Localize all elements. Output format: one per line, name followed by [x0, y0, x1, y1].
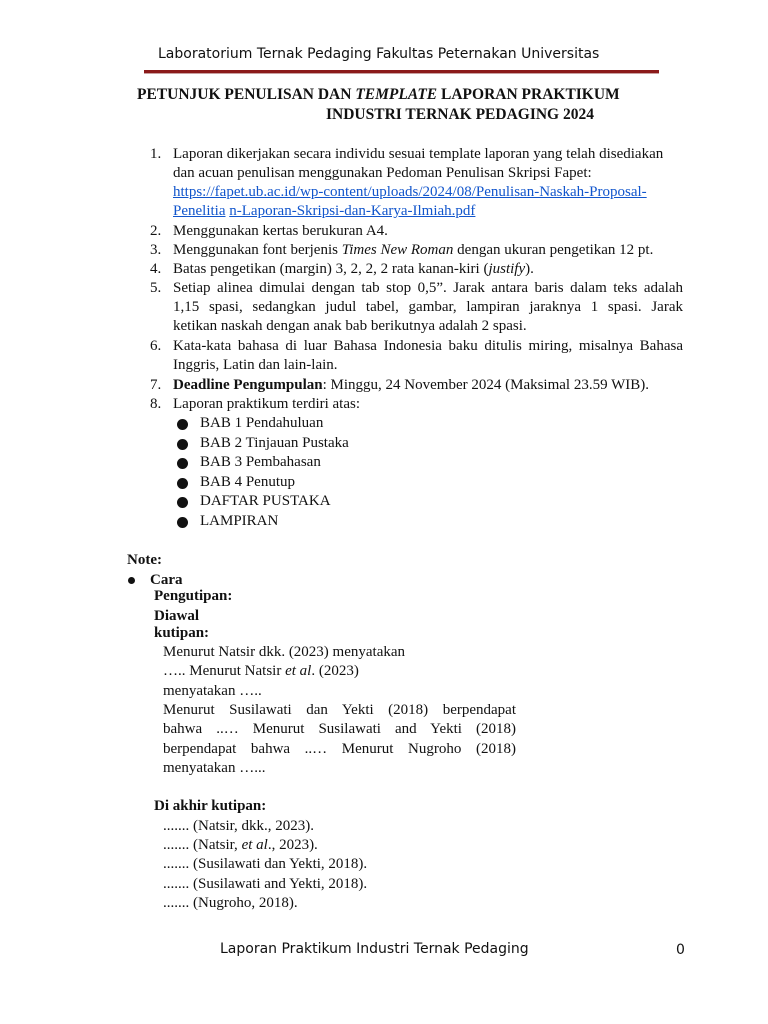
- page-header: Laboratorium Ternak Pedaging Fakultas Peternakan Universitas: [158, 46, 600, 62]
- chapter-item: BAB 1 Pendahuluan: [200, 415, 324, 431]
- header-rule: [144, 70, 659, 74]
- item5-line1: Setiap alinea dimulai dengan tab stop 0,5”. Jarak antara baris dalam teks adalah: [173, 280, 683, 296]
- note-label: Note:: [127, 552, 162, 568]
- item6-line1: Kata-kata bahasa di luar Bahasa Indonesia baku ditulis miring, misalnya Bahasa: [173, 338, 683, 354]
- item-number: 6.: [150, 338, 162, 354]
- citation-example: berpendapat bahwa ..… Menurut Nugroho (2018): [163, 741, 516, 757]
- page-number: 0: [676, 942, 685, 958]
- citation-example: ....... (Natsir, dkk., 2023).: [163, 818, 315, 834]
- bullet-icon: [177, 497, 188, 508]
- item-number: 7.: [150, 377, 162, 393]
- bullet-icon: [177, 439, 188, 450]
- guideline-link-continued[interactable]: Penelitia n-Laporan-Skripsi-dan-Karya-Ilmiah.pdf: [173, 203, 476, 219]
- item7-text: Deadline Pengumpulan: Minggu, 24 November 2024 (Maksimal 23.59 WIB).: [173, 377, 649, 393]
- item-number: 8.: [150, 396, 162, 412]
- item2-text: Menggunakan kertas berukuran A4.: [173, 223, 388, 239]
- bullet-icon: [177, 458, 188, 469]
- citation-example: menyatakan …..: [163, 683, 262, 699]
- bullet-icon: [177, 517, 188, 528]
- chapter-item: BAB 2 Tinjauan Pustaka: [200, 435, 349, 451]
- item-number: 4.: [150, 261, 162, 277]
- item1-line1: Laporan dikerjakan secara individu sesuai template laporan yang telah disediakan: [173, 146, 664, 162]
- item-number: 2.: [150, 223, 162, 239]
- item1-line2: dan acuan penulisan menggunakan Pedoman Penulisan Skripsi Fapet:: [173, 165, 592, 181]
- item3-text: Menggunakan font berjenis Times New Roman dengan ukuran pengetikan 12 pt.: [173, 242, 654, 258]
- guideline-link[interactable]: https://fapet.ub.ac.id/wp-content/uploads/2024/08/Penulisan-Naskah-Proposal-: [173, 184, 647, 200]
- chapter-item: BAB 3 Pembahasan: [200, 454, 321, 470]
- citation-example: Menurut Natsir dkk. (2023) menyatakan: [163, 644, 406, 660]
- chapter-item: LAMPIRAN: [200, 513, 279, 529]
- item6-line2: Inggris, Latin dan lain-lain.: [173, 357, 338, 373]
- document-title-line2: INDUSTRI TERNAK PEDAGING 2024: [326, 106, 594, 123]
- citation-example: menyatakan …...: [163, 760, 266, 776]
- citation-example: ....... (Susilawati dan Yekti, 2018).: [163, 856, 368, 872]
- page-footer: Laporan Praktikum Industri Ternak Pedaging: [220, 941, 529, 957]
- citation-example: bahwa ..… Menurut Susilawati and Yekti (2018): [163, 721, 516, 737]
- end-citation-label: Di akhir kutipan:: [154, 798, 267, 814]
- item5-line2: 1,15 spasi, sedangkan judul tabel, gambar, lampiran jaraknya 1 spasi. Jarak: [173, 299, 683, 315]
- document-title-line1: PETUNJUK PENULISAN DAN TEMPLATE LAPORAN PRAKTIKUM: [137, 86, 620, 103]
- citation-example: ….. Menurut Natsir et al. (2023): [163, 663, 359, 679]
- item5-line3: ketikan naskah dengan anak bab berikutnya adalah 2 spasi.: [173, 318, 527, 334]
- chapter-item: DAFTAR PUSTAKA: [200, 493, 331, 509]
- bullet-icon: [177, 419, 188, 430]
- citation-example: ....... (Natsir, et al., 2023).: [163, 837, 318, 853]
- citation-example: Menurut Susilawati dan Yekti (2018) berpendapat: [163, 702, 516, 718]
- citation-example: ....... (Nugroho, 2018).: [163, 895, 298, 911]
- item-number: 3.: [150, 242, 162, 258]
- item8-text: Laporan praktikum terdiri atas:: [173, 396, 361, 412]
- citation-heading: Cara: [150, 572, 183, 588]
- item4-text: Batas pengetikan (margin) 3, 2, 2, 2 rata kanan-kiri (justify).: [173, 261, 534, 277]
- start-citation-label-cont: kutipan:: [154, 625, 210, 641]
- citation-example: ....... (Susilawati and Yekti, 2018).: [163, 876, 368, 892]
- item-number: 1.: [150, 146, 162, 162]
- citation-heading-cont: Pengutipan:: [154, 588, 233, 604]
- start-citation-label: Diawal: [154, 608, 199, 624]
- chapter-item: BAB 4 Penutup: [200, 474, 296, 490]
- bullet-icon: [177, 478, 188, 489]
- bullet-icon: [128, 577, 135, 584]
- item-number: 5.: [150, 280, 162, 296]
